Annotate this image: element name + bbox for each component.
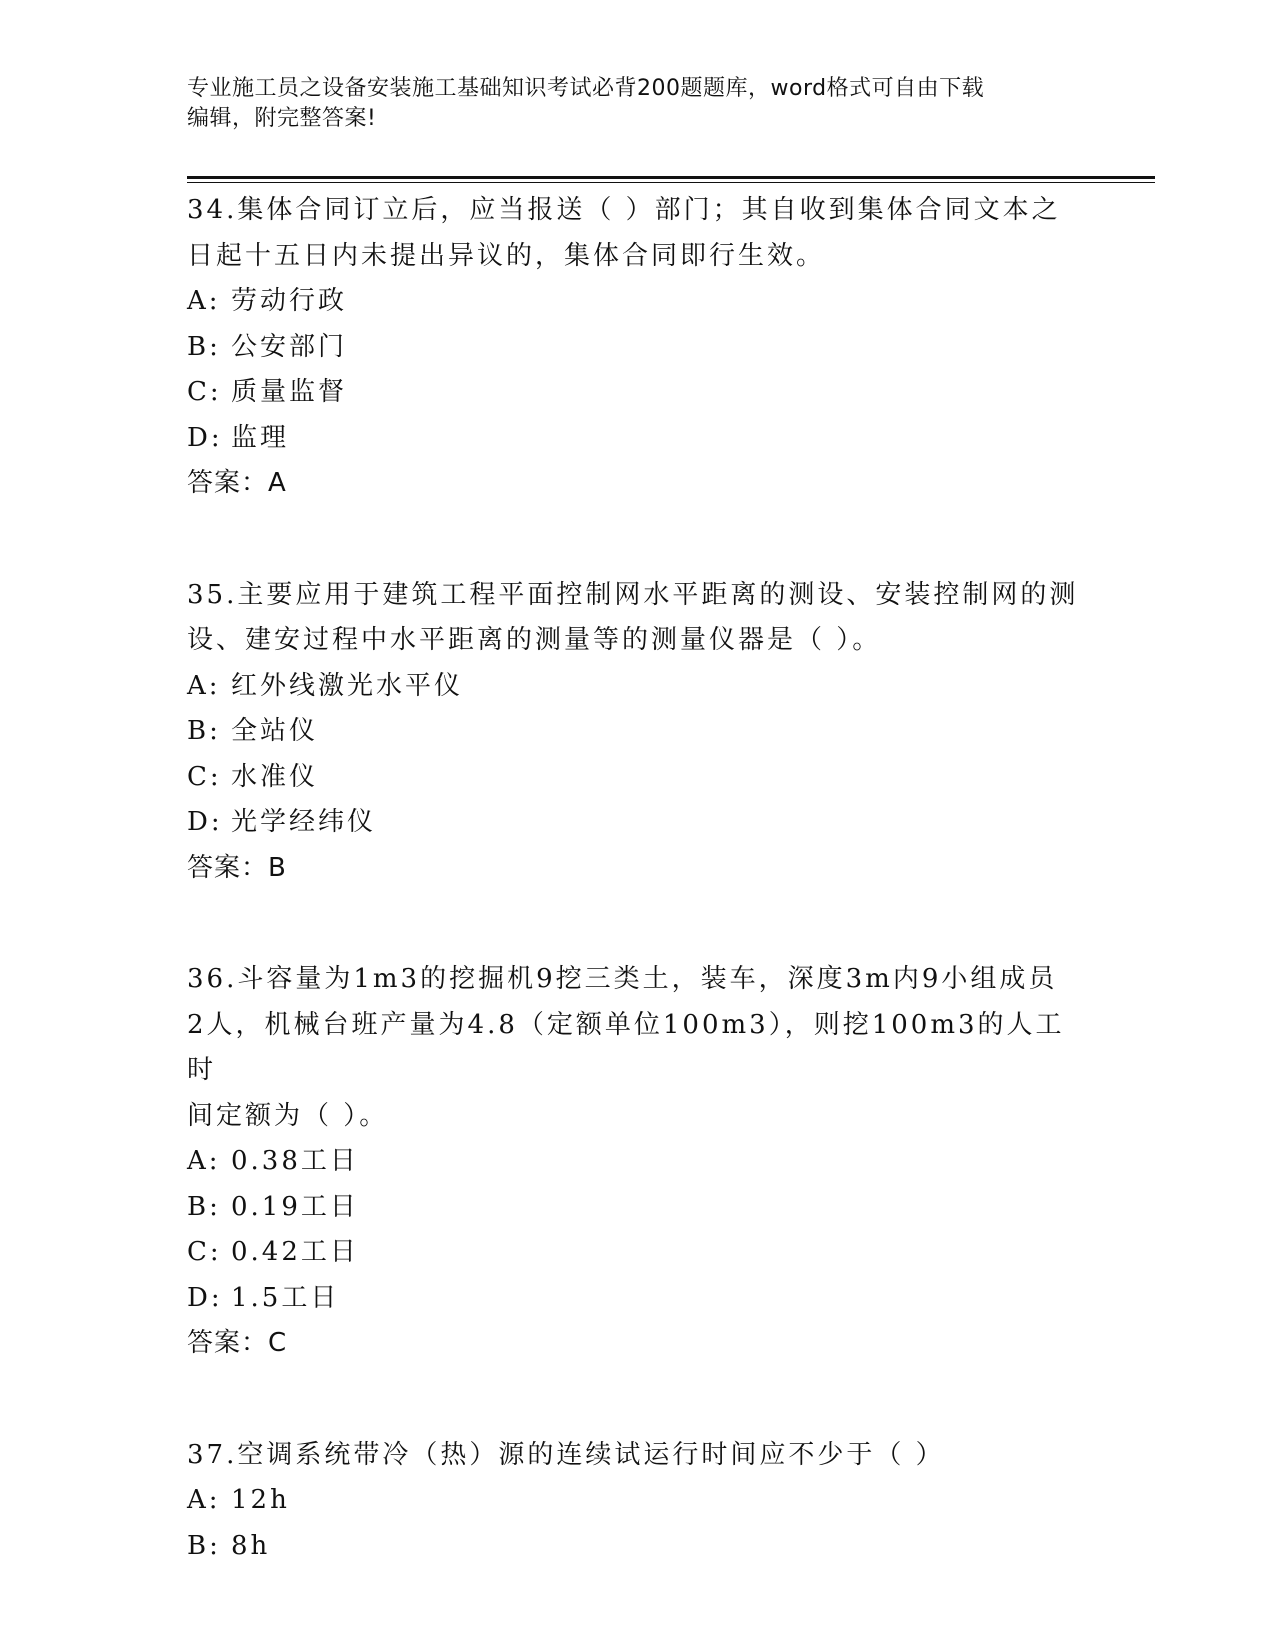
question-stem-line: 日起十五日内未提出异议的，集体合同即行生效。 bbox=[187, 240, 826, 271]
option-a bbox=[187, 664, 1087, 710]
answer-line: 答案：C bbox=[187, 1328, 288, 1358]
option-d bbox=[187, 416, 1087, 462]
question-stem bbox=[187, 957, 1087, 1139]
option-letter: A: bbox=[187, 670, 221, 701]
question-stem-line: 2人，机械台班产量为4.8（定额单位100m3），则挖100m3的人工时 bbox=[187, 1009, 1065, 1085]
question-stem-line: 35.主要应用于建筑工程平面控制网水平距离的测设、安装控制网的测 bbox=[187, 579, 1079, 610]
option-text: 光学经纬仪 bbox=[231, 807, 377, 837]
option-letter: D: bbox=[187, 1282, 223, 1313]
option-text: 0.42工日 bbox=[231, 1237, 359, 1267]
option-b bbox=[187, 709, 1087, 755]
option-d bbox=[187, 1276, 1087, 1322]
option-text: 监理 bbox=[231, 422, 290, 453]
option-a bbox=[187, 279, 1087, 325]
option-c bbox=[187, 755, 1087, 801]
question-35 bbox=[187, 573, 1087, 937]
header-line-1: 专业施工员之设备安装施工基础知识考试必背200题题库，word格式可自由下载 bbox=[187, 76, 985, 101]
question-36 bbox=[187, 957, 1087, 1412]
option-letter: C: bbox=[187, 377, 222, 407]
option-b bbox=[187, 1524, 1087, 1570]
option-letter: B: bbox=[187, 1191, 221, 1222]
option-text: 12h bbox=[231, 1485, 290, 1515]
option-text: 0.38工日 bbox=[231, 1146, 359, 1176]
option-letter: C: bbox=[187, 1237, 222, 1267]
question-stem bbox=[187, 1433, 1087, 1479]
option-letter: C: bbox=[187, 761, 222, 792]
question-37 bbox=[187, 1433, 1087, 1570]
option-letter: B: bbox=[187, 1530, 221, 1561]
question-stem-line: 设、建安过程中水平距离的测量等的测量仪器是（ ）。 bbox=[187, 625, 882, 655]
question-stem-line: 36.斗容量为1m3的挖掘机9挖三类土，装车，深度3m内9小组成员 bbox=[187, 964, 1058, 994]
option-letter: B: bbox=[187, 331, 221, 362]
question-34 bbox=[187, 188, 1087, 552]
option-text: 1.5工日 bbox=[231, 1282, 340, 1313]
option-b bbox=[187, 325, 1087, 371]
option-a bbox=[187, 1139, 1087, 1185]
option-c bbox=[187, 370, 1087, 416]
option-b bbox=[187, 1185, 1087, 1231]
question-stem bbox=[187, 573, 1087, 664]
option-text: 公安部门 bbox=[231, 331, 348, 362]
option-letter: A: bbox=[187, 1146, 221, 1176]
option-text: 劳动行政 bbox=[231, 286, 348, 316]
option-text: 8h bbox=[231, 1530, 271, 1561]
option-letter: D: bbox=[187, 422, 223, 453]
header-line-2: 编辑，附完整答案! bbox=[187, 106, 377, 131]
question-stem-line: 37.空调系统带冷（热）源的连续试运行时间应不少于（ ） bbox=[187, 1439, 945, 1470]
option-a bbox=[187, 1478, 1087, 1524]
document-header bbox=[187, 74, 1067, 134]
option-text: 红外线激光水平仪 bbox=[231, 670, 464, 701]
option-letter: D: bbox=[187, 807, 223, 837]
question-stem bbox=[187, 188, 1087, 279]
answer-line: 答案：A bbox=[187, 468, 287, 498]
answer-line: 答案：B bbox=[187, 852, 287, 883]
question-list bbox=[187, 188, 1087, 1590]
option-letter: A: bbox=[187, 1485, 221, 1515]
option-letter: A: bbox=[187, 286, 221, 316]
option-letter: B: bbox=[187, 716, 221, 746]
question-stem-line: 34.集体合同订立后，应当报送（ ）部门；其自收到集体合同文本之 bbox=[187, 195, 1061, 225]
option-text: 质量监督 bbox=[231, 377, 348, 407]
header-divider-thin bbox=[187, 182, 1155, 183]
option-text: 全站仪 bbox=[231, 716, 319, 746]
option-c bbox=[187, 1230, 1087, 1276]
question-stem-line: 间定额为（ ）。 bbox=[187, 1100, 389, 1131]
option-text: 0.19工日 bbox=[231, 1191, 359, 1222]
header-divider-thick bbox=[187, 176, 1155, 179]
option-d bbox=[187, 800, 1087, 846]
option-text: 水准仪 bbox=[231, 761, 319, 792]
